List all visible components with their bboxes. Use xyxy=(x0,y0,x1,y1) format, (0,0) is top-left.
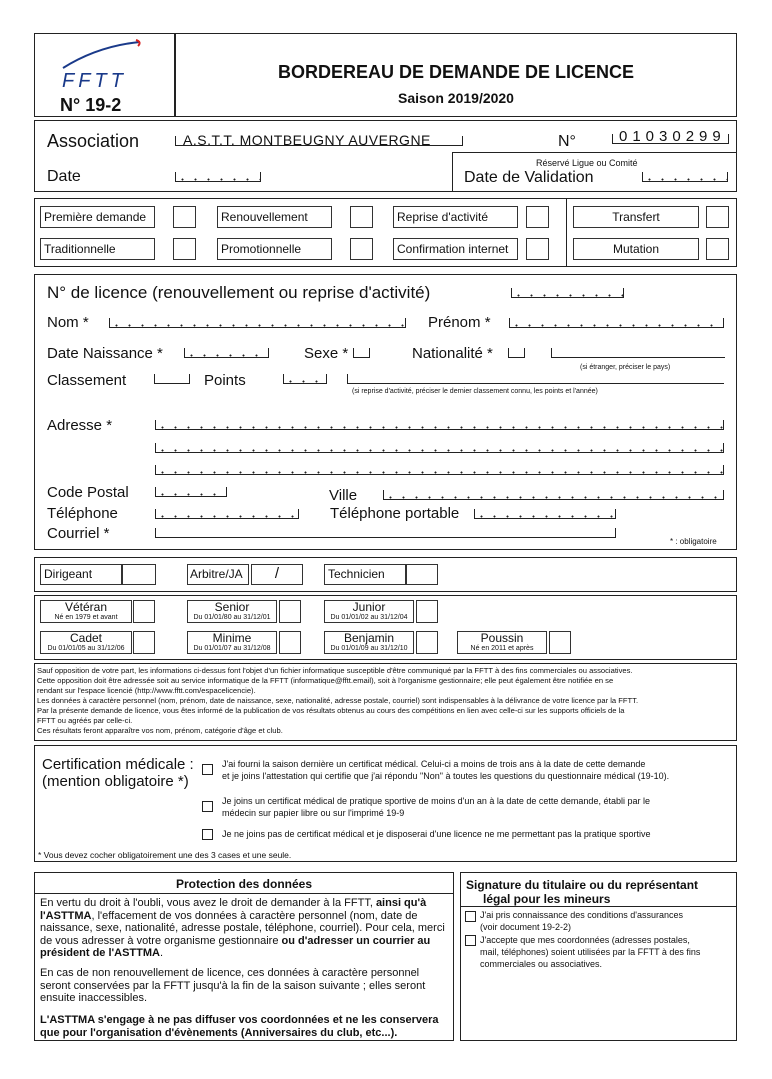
checkbox-transfert[interactable] xyxy=(706,206,729,228)
obligatoire-note: * : obligatoire xyxy=(670,537,717,546)
medical-option-3-checkbox[interactable] xyxy=(202,829,213,840)
checkbox-confirmation[interactable] xyxy=(526,238,549,260)
checkbox-benjamin[interactable] xyxy=(416,631,438,654)
portable-field[interactable] xyxy=(474,509,616,519)
classement-field[interactable] xyxy=(154,374,190,384)
nationalite-field[interactable] xyxy=(508,348,525,358)
medical-option-1-line-1: J'ai fourni la saison dernière un certificat médical. Celui-ci a moins de trois ans à la date de cette demande xyxy=(222,759,646,769)
role-technicien-label: Technicien xyxy=(328,567,385,581)
signature-title-2: légal pour les mineurs xyxy=(483,892,611,906)
coordonnees-line-1: J'accepte que mes coordonnées (adresses postales, xyxy=(480,935,690,945)
option-mutation-label: Mutation xyxy=(612,242,660,256)
category-cadet-dates: Du 01/01/05 au 31/12/06 xyxy=(47,645,125,652)
medical-option-3-line: Je ne joins pas de certificat médical et je disposerai d'une licence ne me permettant pas la pratique sportive xyxy=(222,829,651,839)
medical-title-1: Certification médicale : xyxy=(42,756,194,773)
sexe-field[interactable] xyxy=(353,348,370,358)
category-junior-dates: Du 01/01/02 au 31/12/04 xyxy=(330,614,408,621)
coordonnees-checkbox[interactable] xyxy=(465,935,476,946)
medical-title-2: (mention obligatoire *) xyxy=(42,773,189,790)
notice-line: rendant sur l'espace licencié (http://www.fftt.com/espacelicencie). xyxy=(37,686,256,695)
role-dirigeant-label: Dirigeant xyxy=(44,567,93,581)
pays-field[interactable] xyxy=(551,348,725,358)
option-premiere-label: Première demande xyxy=(44,210,147,224)
ville-field[interactable] xyxy=(383,490,724,500)
adresse-line-1[interactable] xyxy=(155,420,724,430)
option-confirmation-label: Confirmation internet xyxy=(397,242,509,256)
medical-option-1-checkbox[interactable] xyxy=(202,764,213,775)
notice-line: Sauf opposition de votre part, les informations ci-dessus font l'objet d'un fichier informatique susceptible d'être communiqué par la FFTT à des fins commerciales ou associatives. xyxy=(37,666,633,675)
tel-label: Téléphone xyxy=(47,505,118,522)
signature-title-box xyxy=(460,906,737,907)
licence-label: N° de licence (renouvellement ou reprise d'activité) xyxy=(47,283,431,302)
date-label: Date xyxy=(47,168,81,185)
checkbox-cadet[interactable] xyxy=(133,631,155,654)
checkbox-technicien[interactable] xyxy=(406,564,438,585)
category-minime-name: Minime xyxy=(212,631,252,645)
classement-label: Classement xyxy=(47,372,127,389)
checkbox-premiere[interactable] xyxy=(173,206,196,228)
cp-field[interactable] xyxy=(155,487,227,497)
cp-label: Code Postal xyxy=(47,484,129,501)
arbitre-slash: / xyxy=(274,565,280,582)
option-promotionnelle-label: Promotionnelle xyxy=(221,242,302,256)
checkbox-veteran[interactable] xyxy=(133,600,155,623)
fftt-logo-swoosh-icon xyxy=(58,38,148,74)
category-poussin-name: Poussin xyxy=(480,631,524,645)
role-arbitre-label: Arbitre/JA xyxy=(190,567,243,581)
divider xyxy=(566,198,567,267)
checkbox-renouvellement[interactable] xyxy=(350,206,373,228)
medical-option-2-line-2: médecin sur papier libre ou sur l'imprimé 19-9 xyxy=(222,808,405,818)
points-label: Points xyxy=(204,372,246,389)
portable-label: Téléphone portable xyxy=(330,505,460,522)
checkbox-minime[interactable] xyxy=(279,631,301,654)
notice-line: Par la présente demande de licence, vous êtes informé de la publication de vos résultats obtenus au cours des compétitions en lien avec celle-ci sur les supports officiels de la xyxy=(37,706,625,715)
category-benjamin-dates: Du 01/01/09 au 31/12/10 xyxy=(330,645,408,652)
category-veteran-name: Vétéran xyxy=(64,600,108,614)
checkbox-mutation[interactable] xyxy=(706,238,729,260)
checkbox-traditionnelle[interactable] xyxy=(173,238,196,260)
checkbox-poussin[interactable] xyxy=(549,631,571,654)
checkbox-senior[interactable] xyxy=(279,600,301,623)
notice-text xyxy=(37,666,736,736)
medical-footnote: * Vous devez cocher obligatoirement une des 3 cases et une seule. xyxy=(38,850,292,860)
association-label: Association xyxy=(47,131,140,151)
option-reprise-label: Reprise d'activité xyxy=(397,210,488,224)
logo-text: FFTT xyxy=(62,70,127,92)
protection-p1-c: , l'effacement de vos données à caractère personnel (nom, date de naissance, sexe, nationalité, adresse postale, téléphone, courriel). Pour cela, merci de vous adresser à votre organisme gestionnaire xyxy=(40,909,445,947)
nom-field[interactable] xyxy=(109,318,406,328)
prenom-label: Prénom * xyxy=(428,314,491,331)
medical-option-2-checkbox[interactable] xyxy=(202,801,213,812)
category-cadet-name: Cadet xyxy=(69,631,103,645)
notice-line: Cette opposition doit être adressée soit au service informatique de la FFTT (informatique@fftt.email), soit à l'organisme gestionnaire; elle peut également être notifiée en se xyxy=(37,676,614,685)
coordonnees-line-3: commerciales ou associatives. xyxy=(480,959,603,969)
category-veteran-dates: Né en 1979 et avant xyxy=(54,614,118,621)
club-number-value: 01030299 xyxy=(619,128,726,145)
form-number: N° 19-2 xyxy=(60,95,122,115)
reserved-note: Réservé Ligue ou Comité xyxy=(536,158,638,168)
checkbox-dirigeant[interactable] xyxy=(122,564,156,585)
courriel-label: Courriel * xyxy=(47,525,110,542)
checkbox-reprise[interactable] xyxy=(526,206,549,228)
protection-paragraph-2: En cas de non renouvellement de licence, ces données à caractère personnel seront conservées par la FFTT jusqu'à la fin de la saison suivante ; elles seront ensuite inaccessibles. xyxy=(40,967,426,1004)
validation-date-field[interactable] xyxy=(642,172,728,182)
courriel-field[interactable] xyxy=(155,528,616,538)
sexe-label: Sexe * xyxy=(304,345,349,362)
category-poussin-dates: Né en 2011 et après xyxy=(470,645,534,652)
option-transfert-label: Transfert xyxy=(612,210,660,224)
category-junior-name: Junior xyxy=(352,600,386,614)
medical-option-1-line-2: et je joins l'attestation qui certifie que j'ai répondu "Non" à toutes les questions du questionnaire médical (19-10). xyxy=(222,771,670,781)
category-benjamin-name: Benjamin xyxy=(343,631,395,645)
reprise-info-field[interactable] xyxy=(347,374,724,384)
category-senior-name: Senior xyxy=(214,600,250,614)
category-minime-dates: Du 01/01/07 au 31/12/08 xyxy=(193,645,271,652)
option-traditionnelle-label: Traditionnelle xyxy=(44,242,116,256)
protection-paragraph-3: L'ASTTMA s'engage à ne pas diffuser vos coordonnées et ne les conservera que pour l'organisation d'évènements (Anniversaires du club, etc...). xyxy=(40,1014,439,1039)
reprise-note: (si reprise d'activité, préciser le dernier classement connu, les points et l'année) xyxy=(352,388,598,395)
form-title: BORDEREAU DE DEMANDE DE LICENCE xyxy=(277,62,635,82)
nom-label: Nom * xyxy=(47,314,89,331)
notice-line: Les données à caractère personnel (nom, prénom, date de naissance, sexe, nationalité, adresse postale, courriel) sont indispensables à la délivrance de votre licence par la FFTT. xyxy=(37,696,639,705)
tel-field[interactable] xyxy=(155,509,299,519)
protection-p1-a: En vertu du droit à l'oubli, vous avez le droit de demander à la FFTT, xyxy=(40,897,376,909)
adresse-label: Adresse * xyxy=(47,417,113,434)
protection-p1-d: ou d'adresser un courrier au président de l'ASTTMA xyxy=(40,934,431,959)
nationalite-label: Nationalité * xyxy=(412,345,493,362)
option-renouvellement-label: Renouvellement xyxy=(221,210,308,224)
validation-label: Date de Validation xyxy=(464,169,594,186)
medical-option-2-line-1: Je joins un certificat médical de pratique sportive de moins d'un an à la date de cette demande, établi par le xyxy=(222,796,650,806)
ville-label: Ville xyxy=(329,487,358,504)
assurance-line-2: (voir document 19-2-2) xyxy=(480,922,572,932)
adresse-line-3[interactable] xyxy=(155,465,724,475)
signature-title-1: Signature du titulaire ou du représentant xyxy=(466,878,699,892)
assurance-line-1: J'ai pris connaissance des conditions d'assurances xyxy=(480,910,684,920)
etranger-note: (si étranger, préciser le pays) xyxy=(580,364,671,371)
date-field[interactable] xyxy=(175,172,261,182)
naissance-field[interactable] xyxy=(184,348,269,358)
assurance-checkbox[interactable] xyxy=(465,911,476,922)
checkbox-junior[interactable] xyxy=(416,600,438,623)
protection-p1-e: . xyxy=(159,947,164,959)
protection-p1-b: ainsi qu'à l'ASTTMA xyxy=(40,897,427,922)
season: Saison 2019/2020 xyxy=(398,90,514,106)
protection-paragraph-1 xyxy=(40,897,450,960)
points-field[interactable] xyxy=(283,374,327,384)
category-senior-dates: Du 01/01/80 au 31/12/01 xyxy=(193,614,271,621)
licence-number-field[interactable] xyxy=(511,288,624,298)
adresse-line-2[interactable] xyxy=(155,443,724,453)
association-value: A.S.T.T. MONTBEUGNY AUVERGNE xyxy=(183,132,431,148)
notice-line: FFTT ou agréés par celle-ci. xyxy=(37,716,133,725)
coordonnees-line-2: mail, téléphones) soient utilisées par la FFTT à des fins xyxy=(480,947,701,957)
checkbox-promotionnelle[interactable] xyxy=(350,238,373,260)
protection-title: Protection des données xyxy=(175,877,313,891)
naissance-label: Date Naissance * xyxy=(47,345,163,362)
prenom-field[interactable] xyxy=(509,318,724,328)
number-label: N° xyxy=(558,133,576,150)
notice-line: Ces résultats feront apparaître vos nom, prénom, catégorie d'âge et club. xyxy=(37,726,283,735)
